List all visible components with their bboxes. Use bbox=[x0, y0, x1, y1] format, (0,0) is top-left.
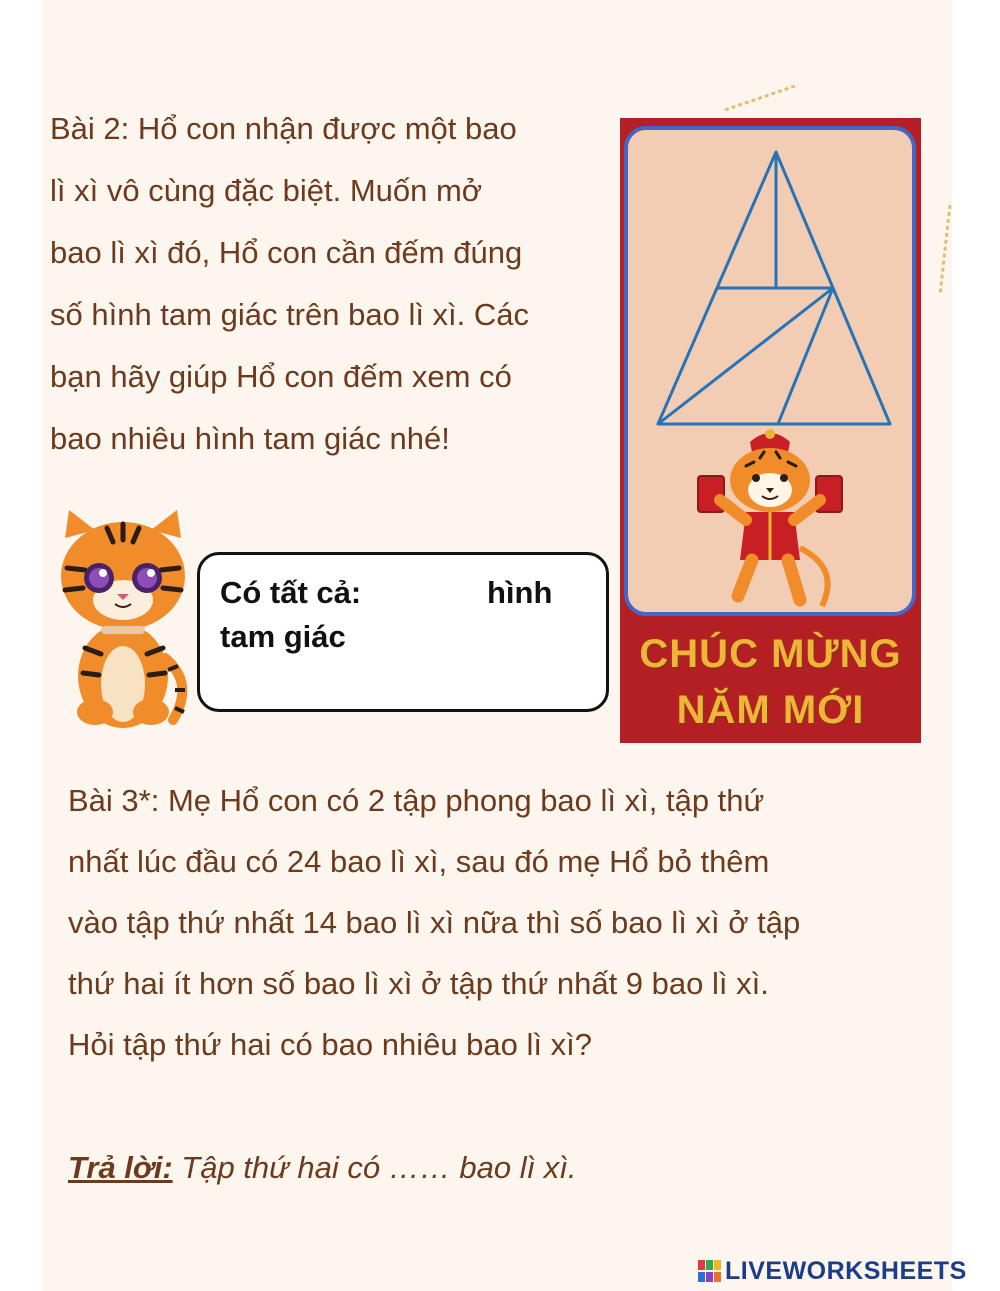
gold-sparkle-decoration bbox=[930, 200, 960, 300]
exercise-2-line: lì xì vô cùng đặc biệt. Muốn mở bbox=[50, 173, 483, 208]
tiger-cub-illustration bbox=[55, 508, 195, 733]
logo-text: LIVEWORKSHEETS bbox=[725, 1256, 967, 1285]
triangle-figure bbox=[628, 130, 912, 450]
exercise-3-line: Bài 3*: Mẹ Hổ con có 2 tập phong bao lì xì, tập thứ bbox=[68, 783, 765, 818]
logo-blocks-icon bbox=[697, 1258, 723, 1284]
answer-unit-continued: tam giác bbox=[220, 619, 346, 654]
exercise-3-text bbox=[68, 770, 948, 1075]
gold-sparkle-decoration bbox=[720, 80, 800, 120]
exercise-3-line: thứ hai ít hơn số bao lì xì ở tập thứ nhất 9 bao lì xì. bbox=[68, 966, 769, 1001]
tiger-mascot-illustration bbox=[690, 428, 850, 613]
exercise-3-line: vào tập thứ nhất 14 bao lì xì nữa thì số bao lì xì ở tập bbox=[68, 905, 801, 940]
lucky-envelope bbox=[620, 118, 921, 743]
exercise-2-line: bao lì xì đó, Hổ con cần đếm đúng bbox=[50, 235, 523, 270]
greeting-line-2: NĂM MỚI bbox=[676, 688, 865, 732]
answer-box bbox=[197, 552, 609, 712]
answer-label: Có tất cả: bbox=[220, 575, 362, 610]
reply-text: Tập thứ hai có …… bao lì xì. bbox=[172, 1150, 577, 1185]
exercise-2-line: số hình tam giác trên bao lì xì. Các bbox=[50, 297, 530, 332]
envelope-panel bbox=[624, 126, 916, 616]
exercise-2-line: bạn hãy giúp Hổ con đếm xem có bbox=[50, 359, 512, 394]
reply-label: Trả lời: bbox=[68, 1150, 173, 1185]
exercise-3-line: nhất lúc đầu có 24 bao lì xì, sau đó mẹ Hổ bỏ thêm bbox=[68, 844, 770, 879]
exercise-2-line: bao nhiêu hình tam giác nhé! bbox=[50, 421, 450, 456]
exercise-3-line: Hỏi tập thứ hai có bao nhiêu bao lì xì? bbox=[68, 1027, 592, 1062]
exercise-2-text bbox=[50, 98, 630, 470]
exercise-2-line: Bài 2: Hổ con nhận được một bao bbox=[50, 111, 517, 146]
answer-unit: hình bbox=[487, 575, 553, 610]
reply-row bbox=[68, 1150, 577, 1186]
liveworksheets-logo[interactable] bbox=[697, 1256, 967, 1286]
greeting-line-1: CHÚC MỪNG bbox=[639, 632, 902, 676]
